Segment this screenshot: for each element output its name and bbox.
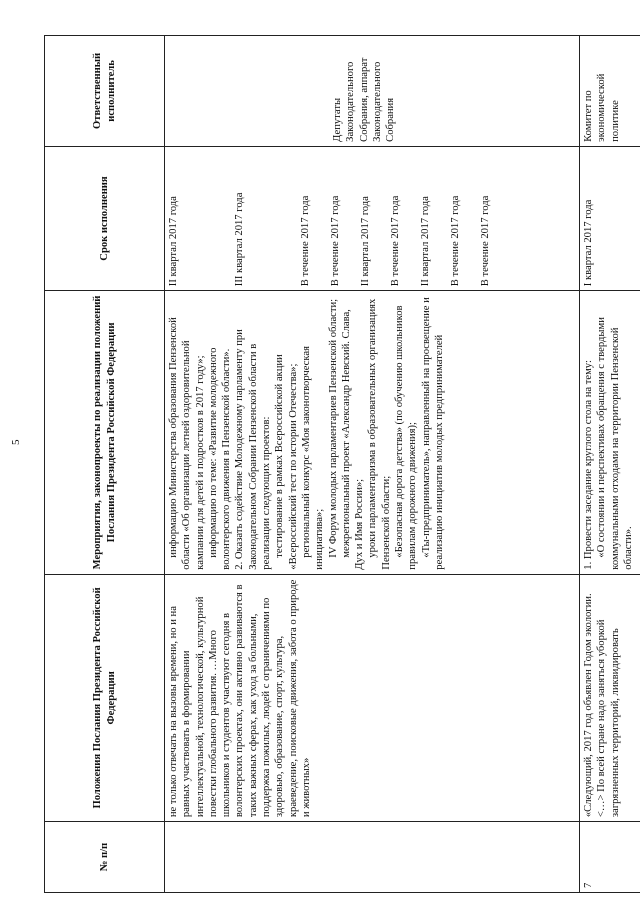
table-row — [580, 36, 640, 893]
row-measures — [165, 291, 580, 575]
measure-item: уроки парламентаризма в образовательных организациях Пензенской области; — [367, 298, 392, 570]
term-item: В течение 2017 года — [330, 195, 341, 287]
measure-item: региональный конкурс «Моя законотворческая инициатива»; — [300, 346, 326, 570]
measure-item: «Безопасная дорога детства» (по обучению школьников правилам дорожного движения); — [394, 305, 419, 570]
row-provisions: «Следующий, 2017 год объявлен Годом экологии. <…> По всей стране надо заняться уборкой загрязненных территорий, ликвидировать — [580, 574, 640, 821]
table-header-row — [45, 36, 165, 893]
header-measures: Мероприятия, законопроекты по реализации положений Послания Президента Российской Федерации — [45, 291, 165, 575]
header-provisions: Положения Послания Президента Российской Федерации — [45, 574, 165, 821]
term-item: В течение 2017 года — [390, 195, 401, 287]
measure-item: информацию по теме: «Развитие молодежного волонтерского движения в Пензенской области». — [207, 347, 233, 570]
term-item: II квартал 2017 года — [420, 196, 431, 287]
term-item: В течение 2017 года — [300, 195, 311, 287]
row-term: I квартал 2017 года — [580, 146, 640, 290]
measure-item: «О состоянии и перспективах обращения с твердыми коммунальными отходами на территории Пензенской области». — [596, 317, 634, 570]
row-num: 7 — [580, 822, 640, 893]
measure-item: 1. Провести заседание круглого стола на тему: — [583, 360, 594, 570]
row-num — [165, 822, 580, 893]
header-responsible: Ответственный исполнитель — [45, 36, 165, 147]
row-responsible: Комитет по экономической политике — [580, 36, 640, 147]
term-item: В течение 2017 года — [450, 195, 461, 287]
page-number: 5 — [10, 439, 22, 445]
term-item: В течение 2017 года — [480, 195, 491, 287]
header-term: Срок исполнения — [45, 146, 165, 290]
header-num: № п/п — [45, 822, 165, 893]
term-item: III квартал 2017 года — [234, 192, 245, 287]
row-terms — [165, 146, 580, 290]
row-responsible — [165, 36, 580, 147]
term-item: II квартал 2017 года — [360, 196, 371, 287]
table-row — [165, 36, 580, 893]
row-measures — [580, 291, 640, 575]
measure-item: тестирование в рамках Всероссийской акции «Всероссийский тест по истории Отечества»; — [274, 354, 299, 570]
measure-item: IV Форум молодых парламентариев Пензенской области; — [327, 298, 339, 558]
measure-item: межрегиональный проект «Александр Невский. Слава, Дух и Имя России»; — [340, 309, 366, 570]
measure-item: информацию Министерства образования Пензенской области «Об организации летней оздоровительной кампании для детей и подростков в 2017 году»; — [168, 317, 206, 570]
responsible-text: Депутаты Законодательного Собрания, аппарат Законодательного Собрания — [332, 57, 397, 142]
term-item: II квартал 2017 года — [168, 196, 179, 287]
measures-table — [44, 35, 640, 893]
row-provisions: не только отвечать на вызовы времени, но и на равных участвовать в формировании интеллектуальной, технологической, культурной повестки глобального развития. …Много школьников и студентов участвуют сегодня в волонтерских проектах, они активно развиваются в таких важных сферах, как уход за больными, поддержка пожилых, людей с ограничениями по здоровью, образование, спорт, культура, краеведение, поисковые движения, забота о природе и животных» — [165, 574, 580, 821]
measure-item: «Ты-предприниматель», направленный на просвещение и реализацию инициатив молодых предпринимателей — [420, 297, 445, 570]
measure-item: 2. Оказать содействие Молодежному парламенту при Законодательном Собрании Пензенской области в реализации следующих проектов: — [234, 329, 273, 570]
rotated-page — [44, 0, 640, 905]
